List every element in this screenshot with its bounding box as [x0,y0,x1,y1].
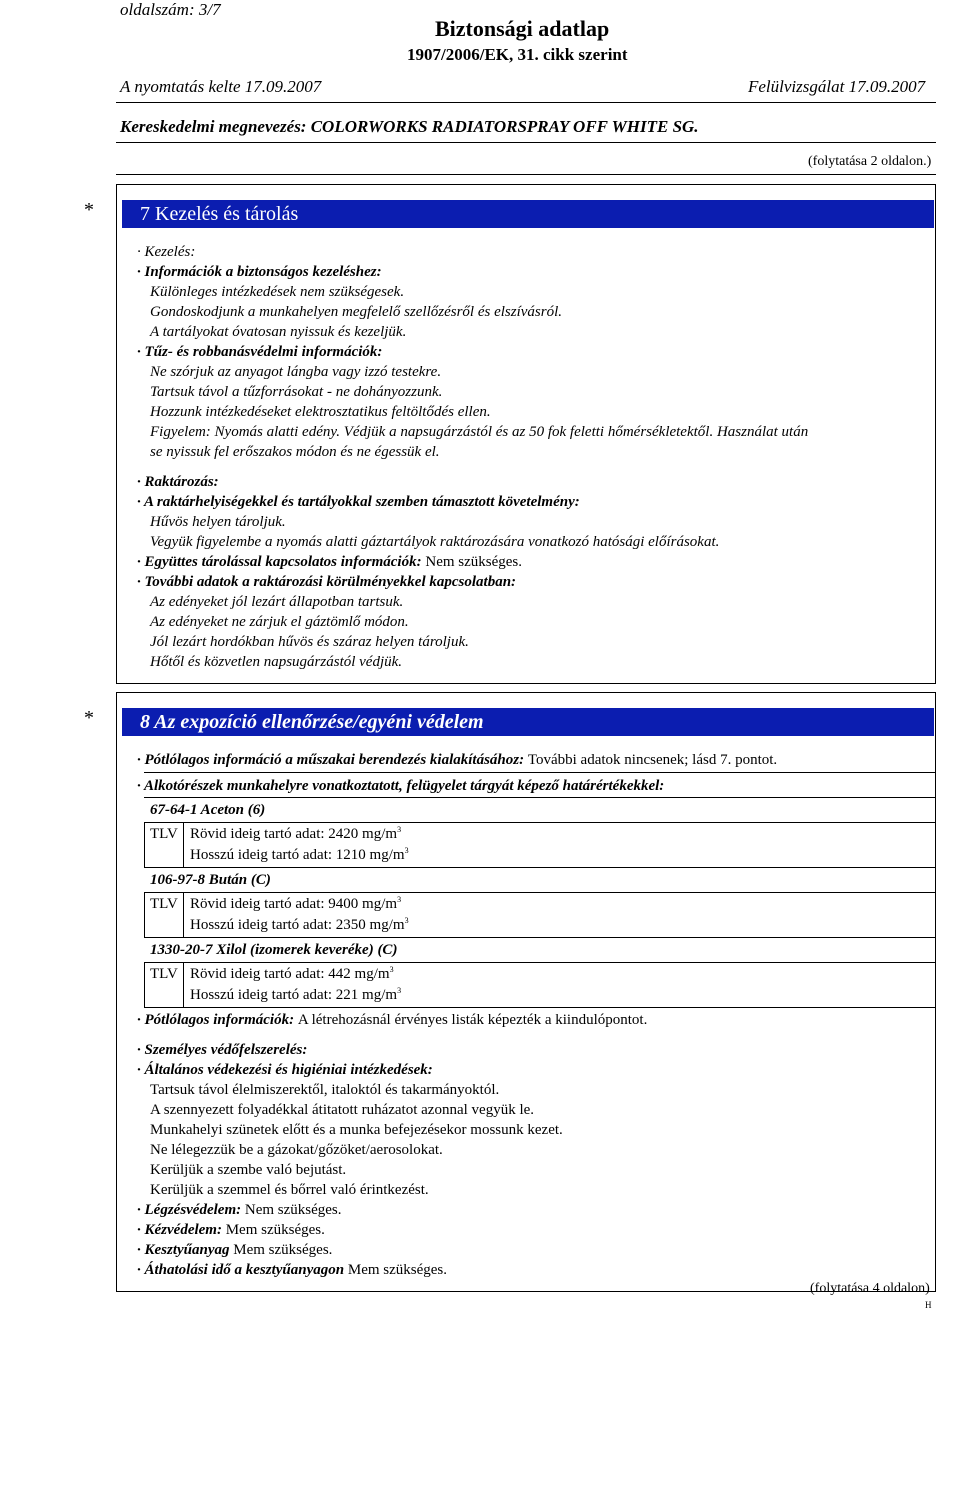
print-date: A nyomtatás kelte 17.09.2007 [120,77,322,96]
penetration-time-value: Mem szükséges. [347,1262,448,1278]
text-line: Vegyük figyelembe a nyomás alatti gáztartályok raktározására vonatkozó hatósági előírásokat. [150,534,720,550]
text-line: se nyissuk fel erőszakos módon és ne égessük el. [150,444,440,460]
long-term-limit: Hosszú ideig tartó adat: 1210 $mg/m^3$ [190,846,409,863]
safe-handling-label: · Információk a biztonságos kezeléshez: [137,264,382,280]
short-term-limit: Rövid ideig tartó adat: 9400 $mg/m^3$ [190,895,402,912]
glove-material-label: · Kesztyűanyag [137,1242,230,1258]
column-divider [183,822,184,868]
joint-storage-value: Nem szükséges. [425,554,523,570]
continued-from: (folytatása 2 oldalon.) [808,154,932,169]
limits-label: · Alkotórészek munkahelyre vonatkoztatott, felügyelet tárgyát képező határértékekkel: [137,778,665,794]
divider [144,772,936,773]
text-line: Az edényeket ne zárjuk el gáztömlő módon. [150,614,409,630]
text-line: A szennyezett folyadékkal átitatott ruházatot azonnal vegyük le. [150,1102,535,1118]
storage-conditions-label: · További adatok a raktározási körülményekkel kapcsolatban: [137,574,517,590]
text-line: A tartályokat óvatosan nyissuk és kezeljük. [150,324,407,340]
text-line: Ne lélegezzük be a gázokat/gőzöket/aerosolokat. [150,1142,443,1158]
design-info [137,750,777,770]
continued-to: (folytatása 4 oldalon) [810,1281,930,1296]
ppe-label: · Személyes védőfelszerelés: [137,1042,308,1058]
limit-type: TLV [150,966,178,982]
column-divider [183,892,184,938]
divider [144,797,936,798]
substance-name: 67-64-1 Aceton (6) [150,802,266,818]
handling-label: · Kezelés: [137,244,196,260]
storage-label: · Raktározás: [137,474,219,490]
respiratory-label: · Légzésvédelem: [137,1202,242,1218]
trade-name: Kereskedelmi megnevezés: COLORWORKS RADIATORSPRAY OFF WHITE SG. [120,117,699,136]
long-term-limit: Hosszú ideig tartó adat: 2350 $mg/m^3$ [190,916,409,933]
respiratory-value: Nem szükséges. [244,1202,342,1218]
section7-heading: 7 Kezelés és tárolás [122,200,934,228]
hand-protection-label: · Kézvédelem: [137,1222,222,1238]
joint-storage-label: · Együttes tárolással kapcsolatos információk: [137,554,422,570]
penetration-time-label: · Áthatolási idő a kesztyűanyagon [137,1262,345,1278]
text-line: Hozzunk intézkedéseket elektrosztatikus feltöltődés ellen. [150,404,491,420]
text-line: Hűvös helyen tároljuk. [150,514,286,530]
language-code: H [925,1300,932,1310]
long-term-limit: Hosszú ideig tartó adat: 221 $mg/m^3$ [190,986,402,1003]
section7-content [137,242,808,672]
section8-content [137,1010,647,1280]
trade-name-rule [116,142,936,143]
limits-label-row [137,776,664,796]
text-line: Jól lezárt hordókban hűvös és száraz helyen tároljuk. [150,634,469,650]
short-term-limit: Rövid ideig tartó adat: 442 $mg/m^3$ [190,965,394,982]
short-term-limit: Rövid ideig tartó adat: 2420 $mg/m^3$ [190,825,402,842]
limit-type: TLV [150,896,178,912]
column-divider [183,962,184,1008]
fire-protection-label: · Tűz- és robbanásvédelmi információk: [137,344,383,360]
limit-type: TLV [150,826,178,842]
header-rule [116,102,936,103]
text-line: Ne szórjuk az anyagot lángba vagy izzó testekre. [150,364,442,380]
glove-material-value: Mem szükséges. [233,1242,333,1258]
section8-change-marker: * [84,707,94,729]
hygiene-label: · Általános védekezési és higiéniai intézkedések: [137,1062,433,1078]
storage-requirements-label: · A raktárhelyiségekkel és tartályokkal szemben támasztott követelmény: [137,494,580,510]
hand-protection-value: Mem szükséges. [225,1222,325,1238]
page-number: oldalszám: 3/7 [120,0,221,19]
text-line: Kerüljük a szembe való bejutást. [150,1162,347,1178]
text-line: Gondoskodjunk a munkahelyen megfelelő szellőzésről és elszívásról. [150,304,563,320]
text-line: Munkahelyi szünetek előtt és a munka befejezésekor mossunk kezet. [150,1122,563,1138]
text-line: Különleges intézkedések nem szükségesek. [150,284,405,300]
section7-change-marker: * [84,199,94,221]
text-line: Tartsuk távol élelmiszerektől, italoktól és takarmányoktól. [150,1082,500,1098]
text-line: Figyelem: Nyomás alatti edény. Védjük a napsugárzástól és az 50 fok feletti hőmérsékletektől. Használat után [150,424,809,440]
text-line: Az edényeket jól lezárt állapotban tartsuk. [150,594,404,610]
design-info-label: · Pótlólagos információ a műszakai berendezés kialakításához: [137,752,525,768]
extra-info-value: A létrehozásnál érvényes listák képezték a kiindulópontot. [297,1012,648,1028]
text-line: Kerüljük a szemmel és bőrrel való érintkezést. [150,1182,429,1198]
text-line: Hőtől és közvetlen napsugárzástól védjük. [150,654,403,670]
revision-date: Felülvizsgálat 17.09.2007 [748,77,926,96]
extra-info-label: · Pótlólagos információk: [137,1012,295,1028]
document-title: Biztonsági adatlap [435,16,610,41]
design-info-value: További adatok nincsenek; lásd 7. pontot. [527,752,778,768]
text-line: Tartsuk távol a tűzforrásokat - ne dohányozzunk. [150,384,443,400]
document-subtitle: 1907/2006/EK, 31. cikk szerint [407,45,628,64]
substance-name: 106-97-8 Bután (C) [150,872,271,888]
section8-heading: 8 Az expozíció ellenőrzése/egyéni védelem [122,708,934,736]
continued-rule [116,174,936,175]
substance-name: 1330-20-7 Xilol (izomerek keveréke) (C) [150,942,398,958]
